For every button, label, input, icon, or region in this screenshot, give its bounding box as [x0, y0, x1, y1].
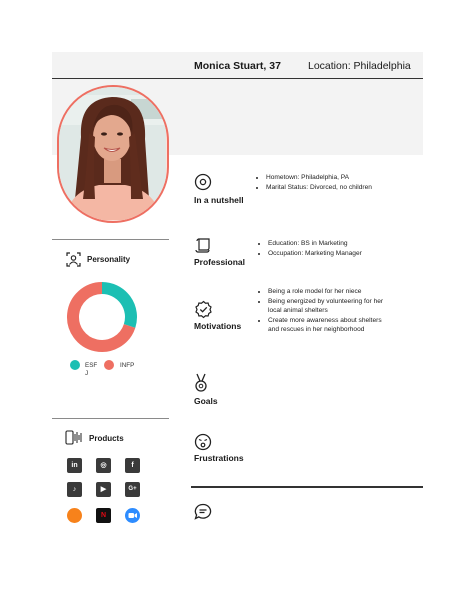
personality-donut-chart	[66, 281, 138, 353]
legend-label-esfj: ESF J	[85, 362, 98, 377]
verified-badge-icon	[194, 300, 213, 319]
products-title: Products	[89, 434, 124, 443]
nutshell-list	[256, 173, 376, 192]
person-scan-icon	[66, 252, 81, 267]
facebook-icon: f	[125, 458, 140, 473]
quote-divider	[191, 486, 423, 488]
personality-title: Personality	[87, 255, 131, 264]
professional-label: Professional	[194, 257, 246, 267]
legend-swatch-infp	[104, 360, 114, 370]
google-plus-icon: G+	[125, 482, 140, 497]
list-item: • Create more awareness about shelters and rescues in her neighborhood	[268, 316, 390, 335]
persona-name: Monica Stuart, 37	[194, 60, 281, 72]
legend-swatch-esfj	[70, 360, 80, 370]
linkedin-icon: in	[67, 458, 82, 473]
instagram-icon: ◎	[96, 458, 111, 473]
motivations-label: Motivations	[194, 321, 242, 331]
professional-list	[258, 239, 388, 258]
orange-circle-app-icon	[67, 508, 82, 523]
list-item: • Hometown: Philadelphia, PA	[266, 173, 376, 183]
motivations-list	[258, 287, 390, 335]
zoom-icon	[125, 508, 140, 523]
youtube-icon: ▶	[96, 482, 111, 497]
persona-location: Location: Philadelphia	[308, 60, 411, 72]
personality-divider	[52, 239, 169, 240]
list-item: • Being energized by volunteering for her local animal shelters	[268, 297, 390, 316]
scroll-document-icon	[194, 237, 212, 255]
frustrated-face-icon	[194, 433, 212, 451]
legend-label-infp: INFP	[120, 362, 135, 369]
products-divider	[52, 418, 169, 419]
persona-photo	[57, 85, 169, 223]
nutshell-label: In a nutshell	[194, 195, 244, 205]
goals-label: Goals	[194, 396, 218, 406]
tiktok-icon: ♪	[67, 482, 82, 497]
portrait-illustration	[59, 87, 166, 220]
phone-signal-icon	[65, 430, 82, 445]
list-item: • Education: BS in Marketing	[268, 239, 388, 249]
list-item: • Occupation: Marketing Manager	[268, 249, 388, 259]
target-circle-icon	[194, 173, 212, 191]
medal-icon	[194, 373, 208, 393]
list-item: • Marital Status: Divorced, no children	[266, 183, 376, 193]
donut-slice-esfj	[102, 288, 131, 326]
speech-bubble-icon	[194, 503, 212, 520]
list-item: • Being a role model for her niece	[268, 287, 390, 297]
netflix-icon: N	[96, 508, 111, 523]
frustrations-label: Frustrations	[194, 453, 244, 463]
